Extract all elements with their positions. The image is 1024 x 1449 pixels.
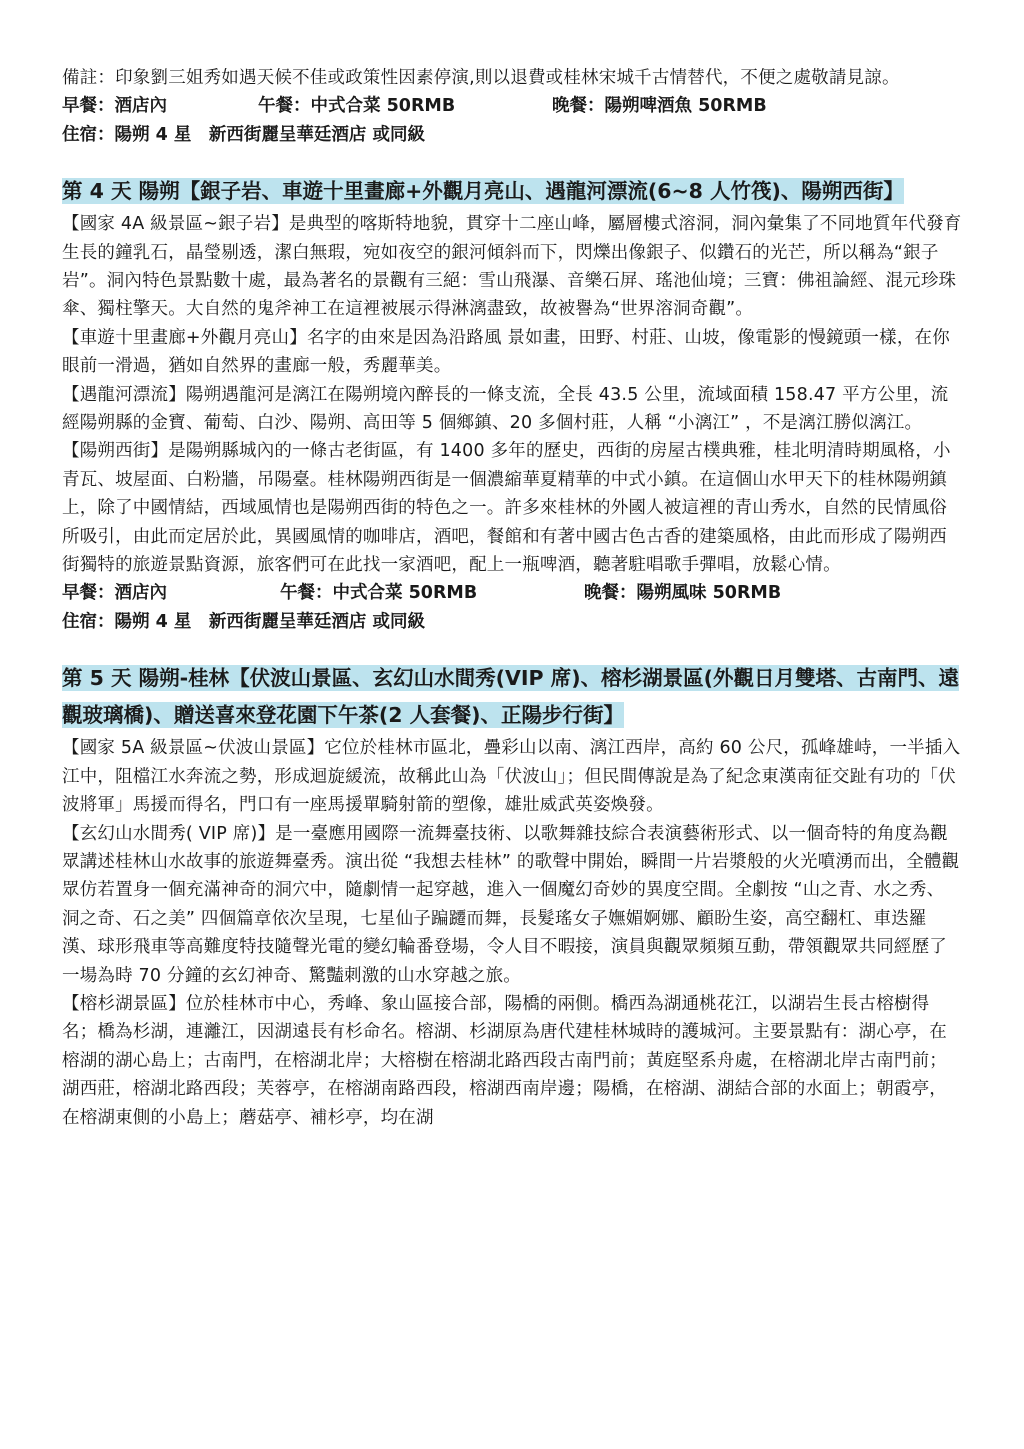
day5-paragraph: 【榕杉湖景區】位於桂林市中心，秀峰、象山區接合部，陽橋的兩側。橋西為湖通桃花江，以湖岩生長古榕樹得名；橋為杉湖，連灕江，因湖遠長有杉命名。榕湖、杉湖原為唐代建桂林城時的護城河。主要景點有：湖心亭，在榕湖的湖心島上；古南門，在榕湖北岸；大榕樹在榕湖北路西段古南門前；黃庭堅系舟處，在榕湖北岸古南門前；湖西莊，榕湖北路西段；芙蓉亭，在榕湖南路西段，榕湖西南岸邊；陽橋，在榕湖、湖結合部的水面上；朝霞亭，在榕湖東側的小島上；蘑菇亭、補杉亭，均在湖 xyxy=(62,993,947,1128)
meal-row-day3 xyxy=(62,92,962,120)
day5-heading-text: 第 5 天 陽朔-桂林【伏波山景區、玄幻山水間秀(VIP 席)、榕杉湖景區(外觀日月雙塔、古南門、遠觀玻璃橋)、贈送喜來登花園下午茶(2 人套餐)、正陽步行街】 xyxy=(62,666,959,728)
accommodation-label: 住宿：陽朔 4 星 新西街麗呈華廷酒店 或同級 xyxy=(62,611,425,632)
lunch-label: 午餐：中式合菜 50RMB xyxy=(280,583,478,604)
dinner-label: 晚餐：陽朔啤酒魚 50RMB xyxy=(552,96,767,117)
day5-heading xyxy=(62,660,962,734)
day4-heading xyxy=(62,173,962,210)
day4-paragraph: 【車遊十里畫廊+外觀月亮山】名字的由來是因為沿路風 景如畫，田野、村莊、山坡，像電影的慢鏡頭一樣，在你眼前一滑過，猶如自然界的畫廊一般，秀麗華美。 xyxy=(62,327,950,377)
day4-paragraph: 【陽朔西街】是陽朔縣城內的一條古老街區，有 1400 多年的歷史，西街的房屋古樸典雅，桂北明清時期風格，小青瓦、坡屋面、白粉牆，吊陽臺。桂林陽朔西街是一個濃縮華夏精華的中式小鎮。在這個山水甲天下的桂林陽朔鎮上，除了中國情結，西域風情也是陽朔西街的特色之一。許多來桂林的外國人被這裡的青山秀水，自然的民情風俗所吸引，由此而定居於此，異國風情的咖啡店，酒吧，餐館和有著中國古色古香的建築風格，由此而形成了陽朔西街獨特的旅遊景點資源，旅客們可在此找一家酒吧，配上一瓶啤酒，聽著駐唱歌手彈唱，放鬆心情。 xyxy=(62,441,951,576)
day4-paragraph: 【國家 4A 級景區~銀子岩】是典型的喀斯特地貌，貫穿十二座山峰，屬層樓式溶洞，洞內彙集了不同地質年代發育生長的鐘乳石，晶瑩剔透，潔白無瑕，宛如夜空的銀河傾斜而下，閃爍出像銀子、似鑽石的光芒，所以稱為“銀子岩”。洞內特色景點數十處，最為著名的景觀有三絕：雪山飛瀑、音樂石屏、瑤池仙境；三寶：佛祖論經、混元珍珠傘、獨柱擎天。大自然的鬼斧神工在這裡被展示得淋漓盡致，故被譽為“世界溶洞奇觀”。 xyxy=(62,214,962,320)
breakfast-label: 早餐：酒店內 xyxy=(62,96,167,117)
day4-paragraph: 【遇龍河漂流】陽朔遇龍河是漓江在陽朔境內醉長的一條支流，全長 43.5 公里，流域面積 158.47 平方公里，流經陽朔縣的金寶、葡萄、白沙、陽朔、高田等 5 個鄉鎮、20 多個村莊，人稱 “小漓江” ，不是漓江勝似漓江。 xyxy=(62,384,949,434)
dinner-label: 晚餐：陽朔風味 50RMB xyxy=(584,583,782,604)
day5-paragraph: 【國家 5A 級景區~伏波山景區】它位於桂林市區北，疊彩山以南、漓江西岸，高約 60 公尺，孤峰雄峙，一半插入江中，阻檔江水奔流之勢，形成迴旋緩流，故稱此山為「伏波山」；但民間傳說是為了紀念東漢南征交趾有功的「伏波將軍」馬援而得名，門口有一座馬援單騎射箭的塑像，雄壯威武英姿煥發。 xyxy=(62,738,961,816)
lunch-label: 午餐：中式合菜 50RMB xyxy=(258,96,456,117)
performance-note: 備註：印象劉三姐秀如遇天候不佳或政策性因素停演,則以退費或桂林宋城千古情替代，不便之處敬請見諒。 xyxy=(62,68,900,88)
day5-paragraph: 【玄幻山水間秀( VIP 席)】是一臺應用國際一流舞臺技術、以歌舞雜技綜合表演藝術形式、以一個奇特的角度為觀眾講述桂林山水故事的旅遊舞臺秀。演出從 “我想去桂林” 的歌聲中開始，瞬間一片岩漿般的火光噴湧而出，全體觀眾仿若置身一個充滿神奇的洞穴中，隨劇情一起穿越，進入一個魔幻奇妙的異度空間。全劇按 “山之青、水之秀、洞之奇、石之美” 四個篇章依次呈現，七星仙子蹁躚而舞，長髮瑤女子嫵媚婀娜、顧盼生姿，高空翻杠、車迭羅漢、球形飛車等高難度特技隨聲光電的變幻輪番登場，令人目不暇接，演員與觀眾頻頻互動，帶領觀眾共同經歷了一場為時 70 分鐘的玄幻神奇、驚豔刺激的山水穿越之旅。 xyxy=(62,823,960,986)
accommodation-label: 住宿：陽朔 4 星 新西街麗呈華廷酒店 或同級 xyxy=(62,124,425,145)
day4-heading-text: 第 4 天 陽朔【銀子岩、車遊十里畫廊+外觀月亮山、遇龍河漂流(6~8 人竹筏)、陽朔西街】 xyxy=(62,179,904,204)
breakfast-label: 早餐：酒店內 xyxy=(62,583,167,604)
document-page xyxy=(62,64,962,1132)
meal-row-day4 xyxy=(62,579,962,607)
